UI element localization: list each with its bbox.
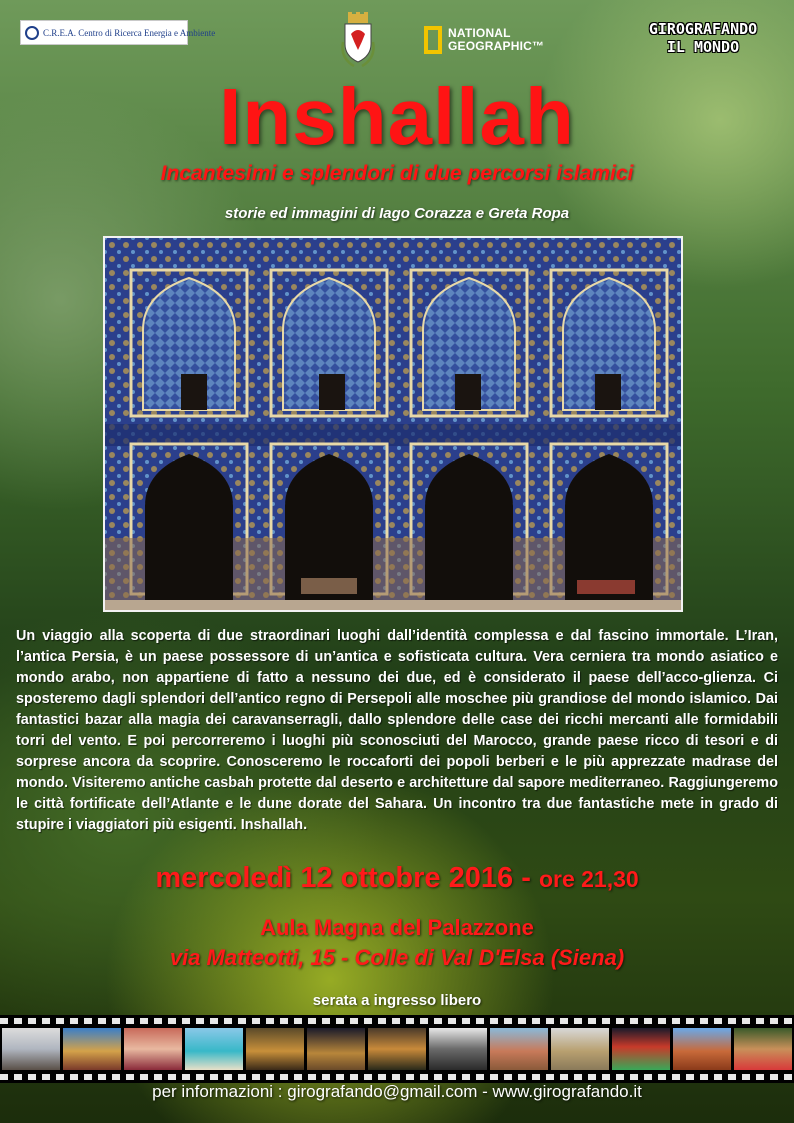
poster-subtitle: Incantesimi e splendori di due percorsi islamici [160, 162, 634, 185]
event-date-line [0, 860, 794, 897]
crea-logo-text: C.R.E.A. Centro di Ricerca Energia e Ambiente [43, 27, 216, 38]
girografando-logo [638, 20, 768, 56]
coat-of-arms-icon [340, 12, 376, 68]
film-perforations-top [0, 1018, 794, 1024]
natgeo-text-line1: NATIONAL [448, 26, 511, 40]
film-frame-photo [2, 1028, 60, 1070]
admission-note: serata a ingresso libero [312, 992, 482, 1009]
film-frame-photo [307, 1028, 365, 1070]
mosque-facade-photo [103, 236, 683, 612]
film-perforations-bottom [0, 1074, 794, 1080]
film-frame-photo [63, 1028, 121, 1070]
natgeo-frame-icon [424, 26, 442, 54]
film-frame-photo [612, 1028, 670, 1070]
crea-logo [20, 20, 216, 45]
natgeo-text-line2: GEOGRAPHIC™ [448, 39, 545, 53]
film-frame-photo [673, 1028, 731, 1070]
national-geographic-logo [424, 26, 544, 54]
crea-emblem-icon [25, 26, 39, 40]
contact-info: per informazioni : girografando@gmail.com - www.girografando.it [152, 1082, 642, 1101]
girografando-line1: GIROGRAFANDO [648, 20, 758, 38]
film-strip [0, 1015, 794, 1083]
film-frame-photo [124, 1028, 182, 1070]
event-time: ore 21,30 [538, 866, 639, 892]
event-date: mercoledì 12 ottobre 2016 [155, 862, 514, 894]
film-frame-photo [185, 1028, 243, 1070]
film-frame-photo [429, 1028, 487, 1070]
venue-address: via Matteotti, 15 - Colle di Val D'Elsa (Siena) [169, 945, 625, 970]
girografando-line2: IL MONDO [666, 38, 740, 56]
event-description: Un viaggio alla scoperta di due straordinari luoghi dall’identità complessa e dal fascino immortale. L’Iran, l’antica Persia, è un paese possessore di un’antica e sofisticata cultura. Vera cerniera tra mondo asiatico e mondo arabo, non appartiene di fatto a nessuno dei due, ed è considerato il paese dell’acco-glienza. Ci sposteremo dagli splendori dell’antico regno di Persepoli alle moschee più grandiose del mondo islamico. Dai fantastici bazar alla magia dei caravanserragli, dallo splendore delle case dei ricchi mercanti alle formidabili torri del vento. E poi percorreremo i luoghi più sconosciuti del Marocco, grande paese ricco di tesori e di sorprese ancora da scoprire. Conosceremo le roccaforti dei popoli berberi e le più apprezzate madrase del mondo. Visiteremo antiche casbah protette dal deserto e architetture dal sapore mediterraneo. Raggiungeremo le città fortificate dell’Atlante e le dune dorate del Sahara. Un incontro tra due fantastiche mete in grado di stupire i viaggiatori più esigenti. Inshallah. [16, 628, 778, 833]
film-frame-photo [246, 1028, 304, 1070]
poster-authors: storie ed immagini di Iago Corazza e Greta Ropa [224, 205, 570, 222]
poster-title: Inshallah [219, 72, 575, 161]
date-time-separator: - [521, 862, 531, 894]
film-frame-photo [734, 1028, 792, 1070]
venue-name: Aula Magna del Palazzone [260, 915, 534, 940]
film-frame-photo [490, 1028, 548, 1070]
film-frame-photo [551, 1028, 609, 1070]
film-frame-photo [368, 1028, 426, 1070]
